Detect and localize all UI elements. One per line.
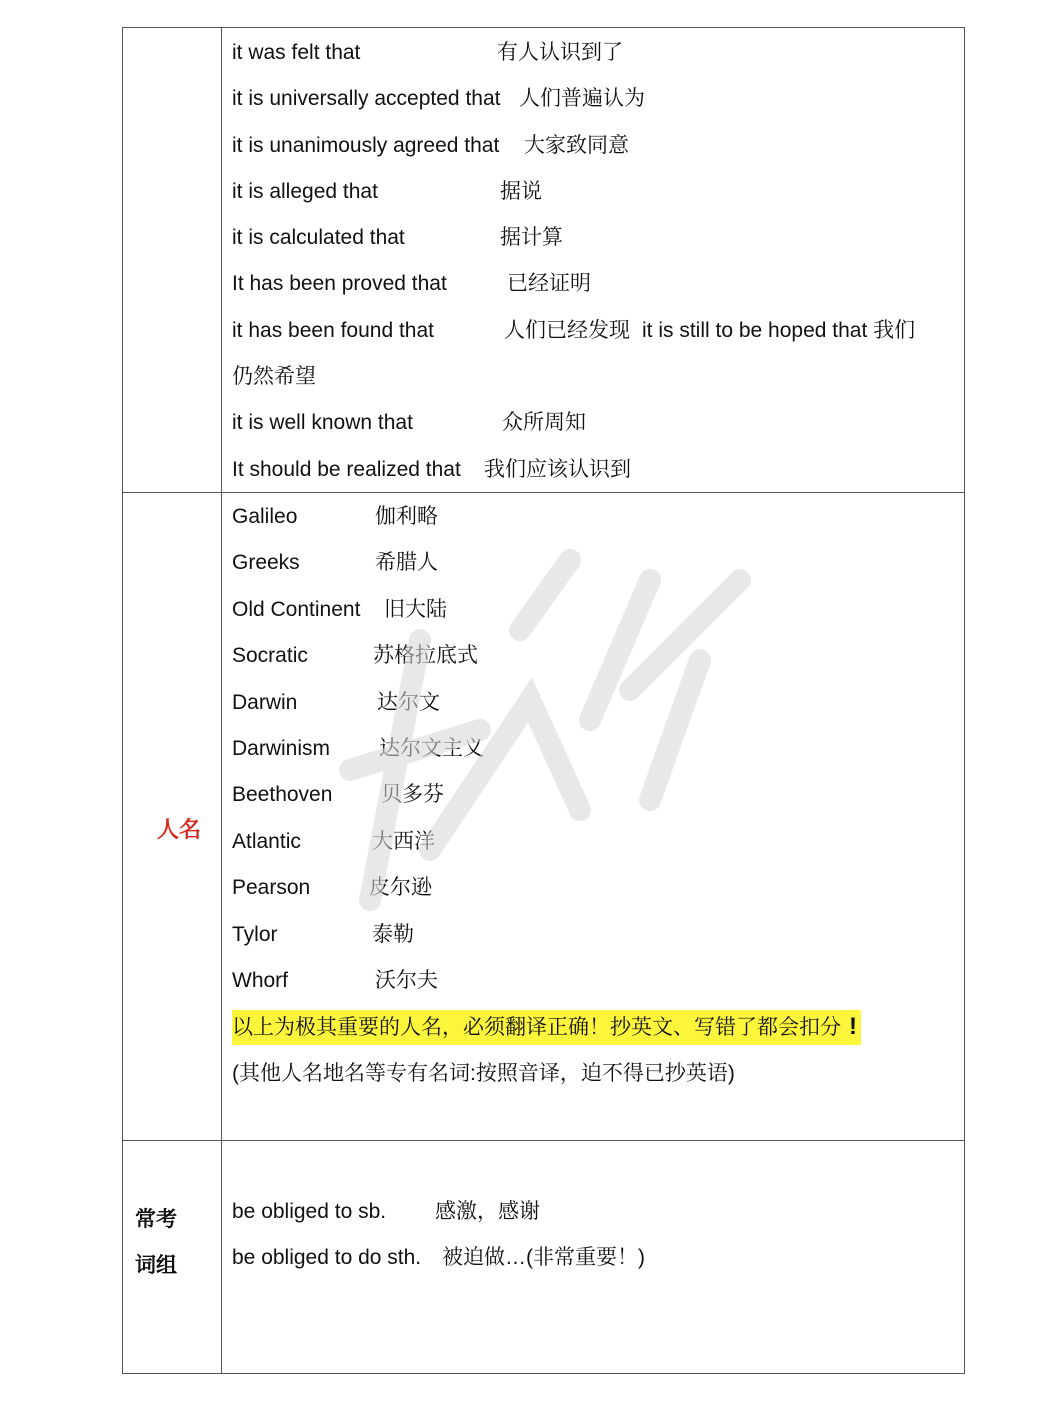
note-highlight-text: 以上为极其重要的人名，必须翻译正确！抄英文、写错了都会扣分 — [232, 1016, 841, 1040]
phrase-chinese: 我们应该认识到 — [484, 457, 631, 481]
phrase-chinese: 据计算 — [500, 226, 563, 250]
name-chinese: 皮尔逊 — [369, 876, 432, 900]
name-line — [232, 865, 964, 911]
label-cell-empty — [123, 28, 222, 492]
name-line — [232, 819, 964, 865]
section-label-line2: 词组 — [135, 1254, 177, 1277]
phrase-english: It has been proved that — [232, 272, 447, 296]
phrase-line — [232, 354, 964, 400]
phrase-english: it is unanimously agreed that — [232, 133, 500, 157]
phrase-line — [232, 169, 964, 215]
content-cell-common-phrases — [222, 1141, 964, 1373]
phrase-chinese: 众所周知 — [502, 411, 586, 435]
phrase-english: it is well known that — [232, 411, 413, 435]
phrase-english: it is universally accepted that — [232, 87, 501, 111]
phrase-english: it was felt that — [232, 41, 361, 64]
common-phrase-line — [232, 1189, 964, 1235]
common-phrase-english: be obliged to do sth. — [232, 1246, 422, 1270]
common-phrase-line — [232, 1235, 964, 1281]
name-chinese: 沃尔夫 — [375, 968, 438, 992]
name-english: Darwin — [232, 690, 298, 714]
note-highlight-line — [232, 1004, 964, 1050]
phrase-chinese: 人们已经发现 — [504, 318, 630, 342]
name-line — [232, 494, 964, 540]
content-cell-phrases — [222, 28, 964, 492]
phrase-line — [232, 308, 964, 354]
name-line — [232, 912, 964, 958]
name-english: Whorf — [232, 968, 289, 992]
phrase-english: It should be realized that — [232, 457, 461, 481]
name-chinese: 伽利略 — [375, 505, 438, 528]
phrase-chinese: 仍然希望 — [232, 365, 316, 389]
content-cell-names — [222, 493, 964, 1140]
name-line — [232, 540, 964, 586]
phrase-line — [232, 123, 964, 169]
section-label-line1: 常考 — [135, 1208, 177, 1231]
phrase-chinese: 有人认识到了 — [497, 41, 623, 64]
name-english: Atlantic — [232, 829, 301, 853]
common-phrase-chinese: 感激，感谢 — [435, 1200, 540, 1223]
note-highlight — [232, 1010, 861, 1045]
name-line — [232, 680, 964, 726]
name-chinese: 贝多芬 — [381, 783, 444, 807]
name-chinese: 希腊人 — [375, 551, 438, 575]
name-english: Socratic — [232, 644, 308, 668]
name-line — [232, 633, 964, 679]
phrase-chinese: 据说 — [500, 179, 542, 203]
label-cell-names — [123, 493, 222, 1140]
phrase-line — [232, 261, 964, 307]
phrase-chinese: 大家致同意 — [524, 133, 629, 157]
phrase-chinese: 已经证明 — [507, 272, 591, 296]
name-line — [232, 587, 964, 633]
name-line — [232, 958, 964, 1004]
phrase-line — [232, 215, 964, 261]
phrase-line — [232, 400, 964, 446]
phrase-line — [232, 447, 964, 493]
name-chinese: 大西洋 — [372, 829, 435, 853]
table-row-names — [123, 493, 964, 1141]
label-cell-common-phrases — [123, 1141, 222, 1373]
name-english: Darwinism — [232, 736, 331, 760]
name-english: Greeks — [232, 551, 300, 575]
name-line — [232, 726, 964, 772]
name-chinese: 达尔文 — [377, 690, 440, 714]
phrase-english: it has been found that — [232, 318, 434, 342]
phrase-english: it is calculated that — [232, 226, 405, 250]
vocabulary-table — [122, 27, 965, 1374]
name-chinese: 旧大陆 — [384, 597, 447, 621]
table-row-phrases — [123, 28, 964, 493]
name-chinese: 达尔文主义 — [379, 736, 484, 760]
section-label-common-phrases — [135, 1197, 177, 1289]
name-english: Galileo — [232, 505, 298, 528]
phrase-extra: it is still to be hoped that 我们 — [642, 318, 916, 342]
name-english: Old Continent — [232, 597, 361, 621]
note-secondary: (其他人名地名等专有名词:按照音译，迫不得已抄英语) — [232, 1061, 735, 1085]
section-label-names: 人名 — [157, 817, 202, 842]
name-english: Beethoven — [232, 783, 333, 807]
name-chinese: 苏格拉底式 — [373, 644, 478, 668]
common-phrase-english: be obliged to sb. — [232, 1200, 387, 1223]
phrase-english: it is alleged that — [232, 179, 378, 203]
phrase-line — [232, 30, 964, 76]
name-chinese: 泰勒 — [372, 922, 414, 946]
exclamation-mark: ! — [849, 1013, 857, 1041]
table-row-common-phrases — [123, 1141, 964, 1373]
name-line — [232, 772, 964, 818]
phrase-line — [232, 76, 964, 122]
phrase-chinese: 人们普遍认为 — [519, 87, 645, 111]
name-english: Pearson — [232, 876, 311, 900]
name-english: Tylor — [232, 922, 278, 946]
common-phrase-chinese: 被迫做…(非常重要！) — [442, 1246, 645, 1270]
